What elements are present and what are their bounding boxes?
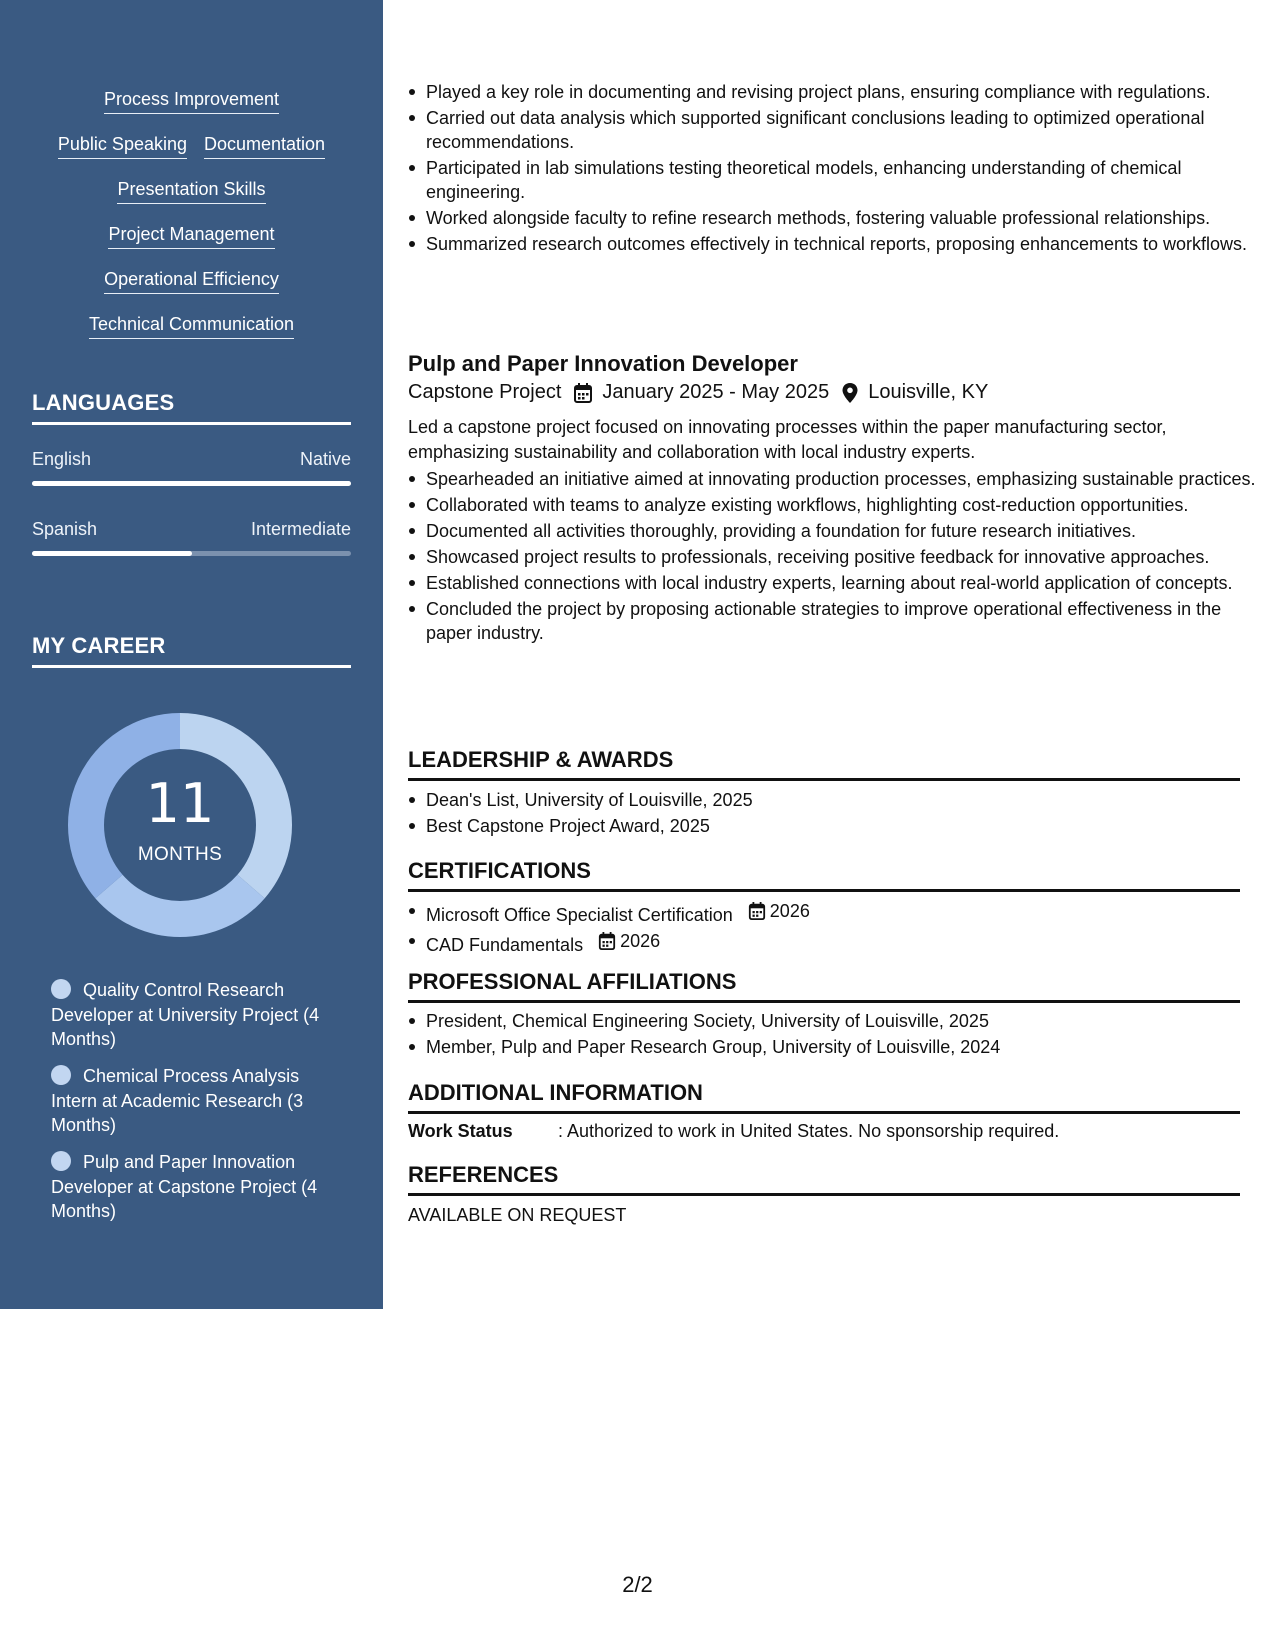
affiliation-item: Member, Pulp and Paper Research Group, University of Louisville, 2024: [426, 1035, 1258, 1059]
language-bar-fill: [32, 481, 351, 486]
affiliations-list: [408, 1009, 1258, 1061]
bullet-item: Documented all activities thoroughly, providing a foundation for future research initiatives.: [426, 519, 1258, 543]
job-meta: [408, 381, 988, 404]
leadership-heading: LEADERSHIP & AWARDS: [408, 747, 1240, 781]
bullet-item: Played a key role in documenting and revising project plans, ensuring compliance with regulations.: [426, 80, 1258, 104]
award-item: Best Capstone Project Award, 2025: [426, 814, 1258, 838]
skill-row: [0, 88, 383, 114]
job-dates: January 2025 - May 2025: [602, 381, 830, 403]
references-heading: REFERENCES: [408, 1162, 1240, 1196]
previous-job-bullets: [408, 80, 1258, 258]
skill-row: [0, 178, 383, 204]
career-item-text: Chemical Process Analysis Intern at Academic Research (3 Months): [51, 1066, 304, 1135]
skill-tag: Operational Efficiency: [104, 268, 279, 294]
calendar-icon: [573, 382, 593, 404]
work-status: [408, 1121, 1059, 1142]
language-name: Spanish: [32, 519, 98, 539]
certification-year: 2026: [620, 931, 661, 951]
career-total-number: 11: [145, 772, 215, 835]
location-pin-icon: [841, 382, 859, 404]
language-name: English: [32, 449, 92, 469]
career-item: [51, 1150, 341, 1224]
bullet-item: Concluded the project by proposing actionable strategies to improve operational effectiveness in the paper industry.: [426, 597, 1258, 645]
career-item: [51, 1064, 341, 1138]
additional-info-heading: ADDITIONAL INFORMATION: [408, 1080, 1240, 1114]
career-heading: MY CAREER: [32, 633, 351, 668]
skill-tag: Documentation: [204, 133, 325, 159]
language-english: [32, 449, 351, 486]
award-item: Dean's List, University of Louisville, 2025: [426, 788, 1258, 812]
bullet-item: Summarized research outcomes effectively in technical reports, proposing enhancements to workflows.: [426, 232, 1258, 256]
bullet-item: Showcased project results to professionals, receiving positive feedback for innovative approaches.: [426, 545, 1258, 569]
bullet-item: Carried out data analysis which supported significant conclusions leading to optimized operational recommendations.: [426, 106, 1258, 154]
language-bar-fill: [32, 551, 192, 556]
language-spanish: [32, 519, 351, 556]
skill-row: [0, 133, 383, 159]
references-text: AVAILABLE ON REQUEST: [408, 1205, 627, 1225]
job-location: Louisville, KY: [868, 381, 989, 403]
certification-name: CAD Fundamentals: [426, 935, 584, 955]
page-number: 2/2: [622, 1572, 653, 1597]
bullet-item: Participated in lab simulations testing theoretical models, enhancing understanding of chemical engineering.: [426, 156, 1258, 204]
skill-tag: Project Management: [108, 223, 274, 249]
skill-row: [0, 223, 383, 249]
skill-tag: Presentation Skills: [117, 178, 265, 204]
career-dot-icon: [51, 979, 71, 999]
bullet-item: Collaborated with teams to analyze existing workflows, highlighting cost-reduction opportunities.: [426, 493, 1258, 517]
sidebar: [0, 0, 383, 1309]
language-level: Intermediate: [250, 519, 351, 539]
affiliation-item: President, Chemical Engineering Society, University of Louisville, 2025: [426, 1009, 1258, 1033]
skill-row: [0, 268, 383, 294]
job-company: Capstone Project: [408, 381, 562, 403]
calendar-icon: [748, 901, 766, 921]
certification-year: 2026: [769, 901, 810, 921]
career-item-text: Pulp and Paper Innovation Developer at Capstone Project (4 Months): [51, 1152, 318, 1221]
job-title: Pulp and Paper Innovation Developer: [408, 351, 798, 376]
certification-item: [426, 899, 1258, 927]
job-bullets: [408, 467, 1258, 647]
bullet-item: Spearheaded an initiative aimed at innovating production processes, emphasizing sustainable practices.: [426, 467, 1258, 491]
work-status-label: Work Status: [408, 1121, 513, 1141]
career-item: [51, 978, 341, 1052]
language-bar: [32, 481, 351, 486]
leadership-list: [408, 788, 1258, 840]
certification-item: [426, 929, 1258, 957]
skill-tag: Public Speaking: [58, 133, 187, 159]
career-dot-icon: [51, 1151, 71, 1171]
skill-row: [0, 313, 383, 339]
certifications-heading: CERTIFICATIONS: [408, 858, 1240, 892]
skill-tag: Technical Communication: [89, 313, 294, 339]
career-donut-segment: [95, 875, 264, 937]
bullet-item: Established connections with local industry experts, learning about real-world application of concepts.: [426, 571, 1258, 595]
certification-name: Microsoft Office Specialist Certification: [426, 905, 733, 925]
affiliations-heading: PROFESSIONAL AFFILIATIONS: [408, 969, 1240, 1003]
skill-tag: Process Improvement: [104, 88, 279, 114]
career-total-unit: MONTHS: [137, 844, 223, 865]
bullet-item: Worked alongside faculty to refine research methods, fostering valuable professional relationships.: [426, 206, 1258, 230]
career-item-text: Quality Control Research Developer at University Project (4 Months): [51, 980, 320, 1049]
job-summary: Led a capstone project focused on innovating processes within the paper manufacturing sector, emphasizing sustainability and collaboration with local industry experts.: [408, 417, 1167, 462]
work-status-value: : Authorized to work in United States. No sponsorship required.: [558, 1121, 1060, 1141]
career-donut-chart: [60, 705, 300, 945]
career-dot-icon: [51, 1065, 71, 1085]
language-level: Native: [299, 449, 351, 469]
calendar-icon: [598, 931, 616, 951]
language-bar: [32, 551, 351, 556]
certifications-list: [408, 899, 1258, 959]
languages-heading: LANGUAGES: [32, 390, 351, 425]
